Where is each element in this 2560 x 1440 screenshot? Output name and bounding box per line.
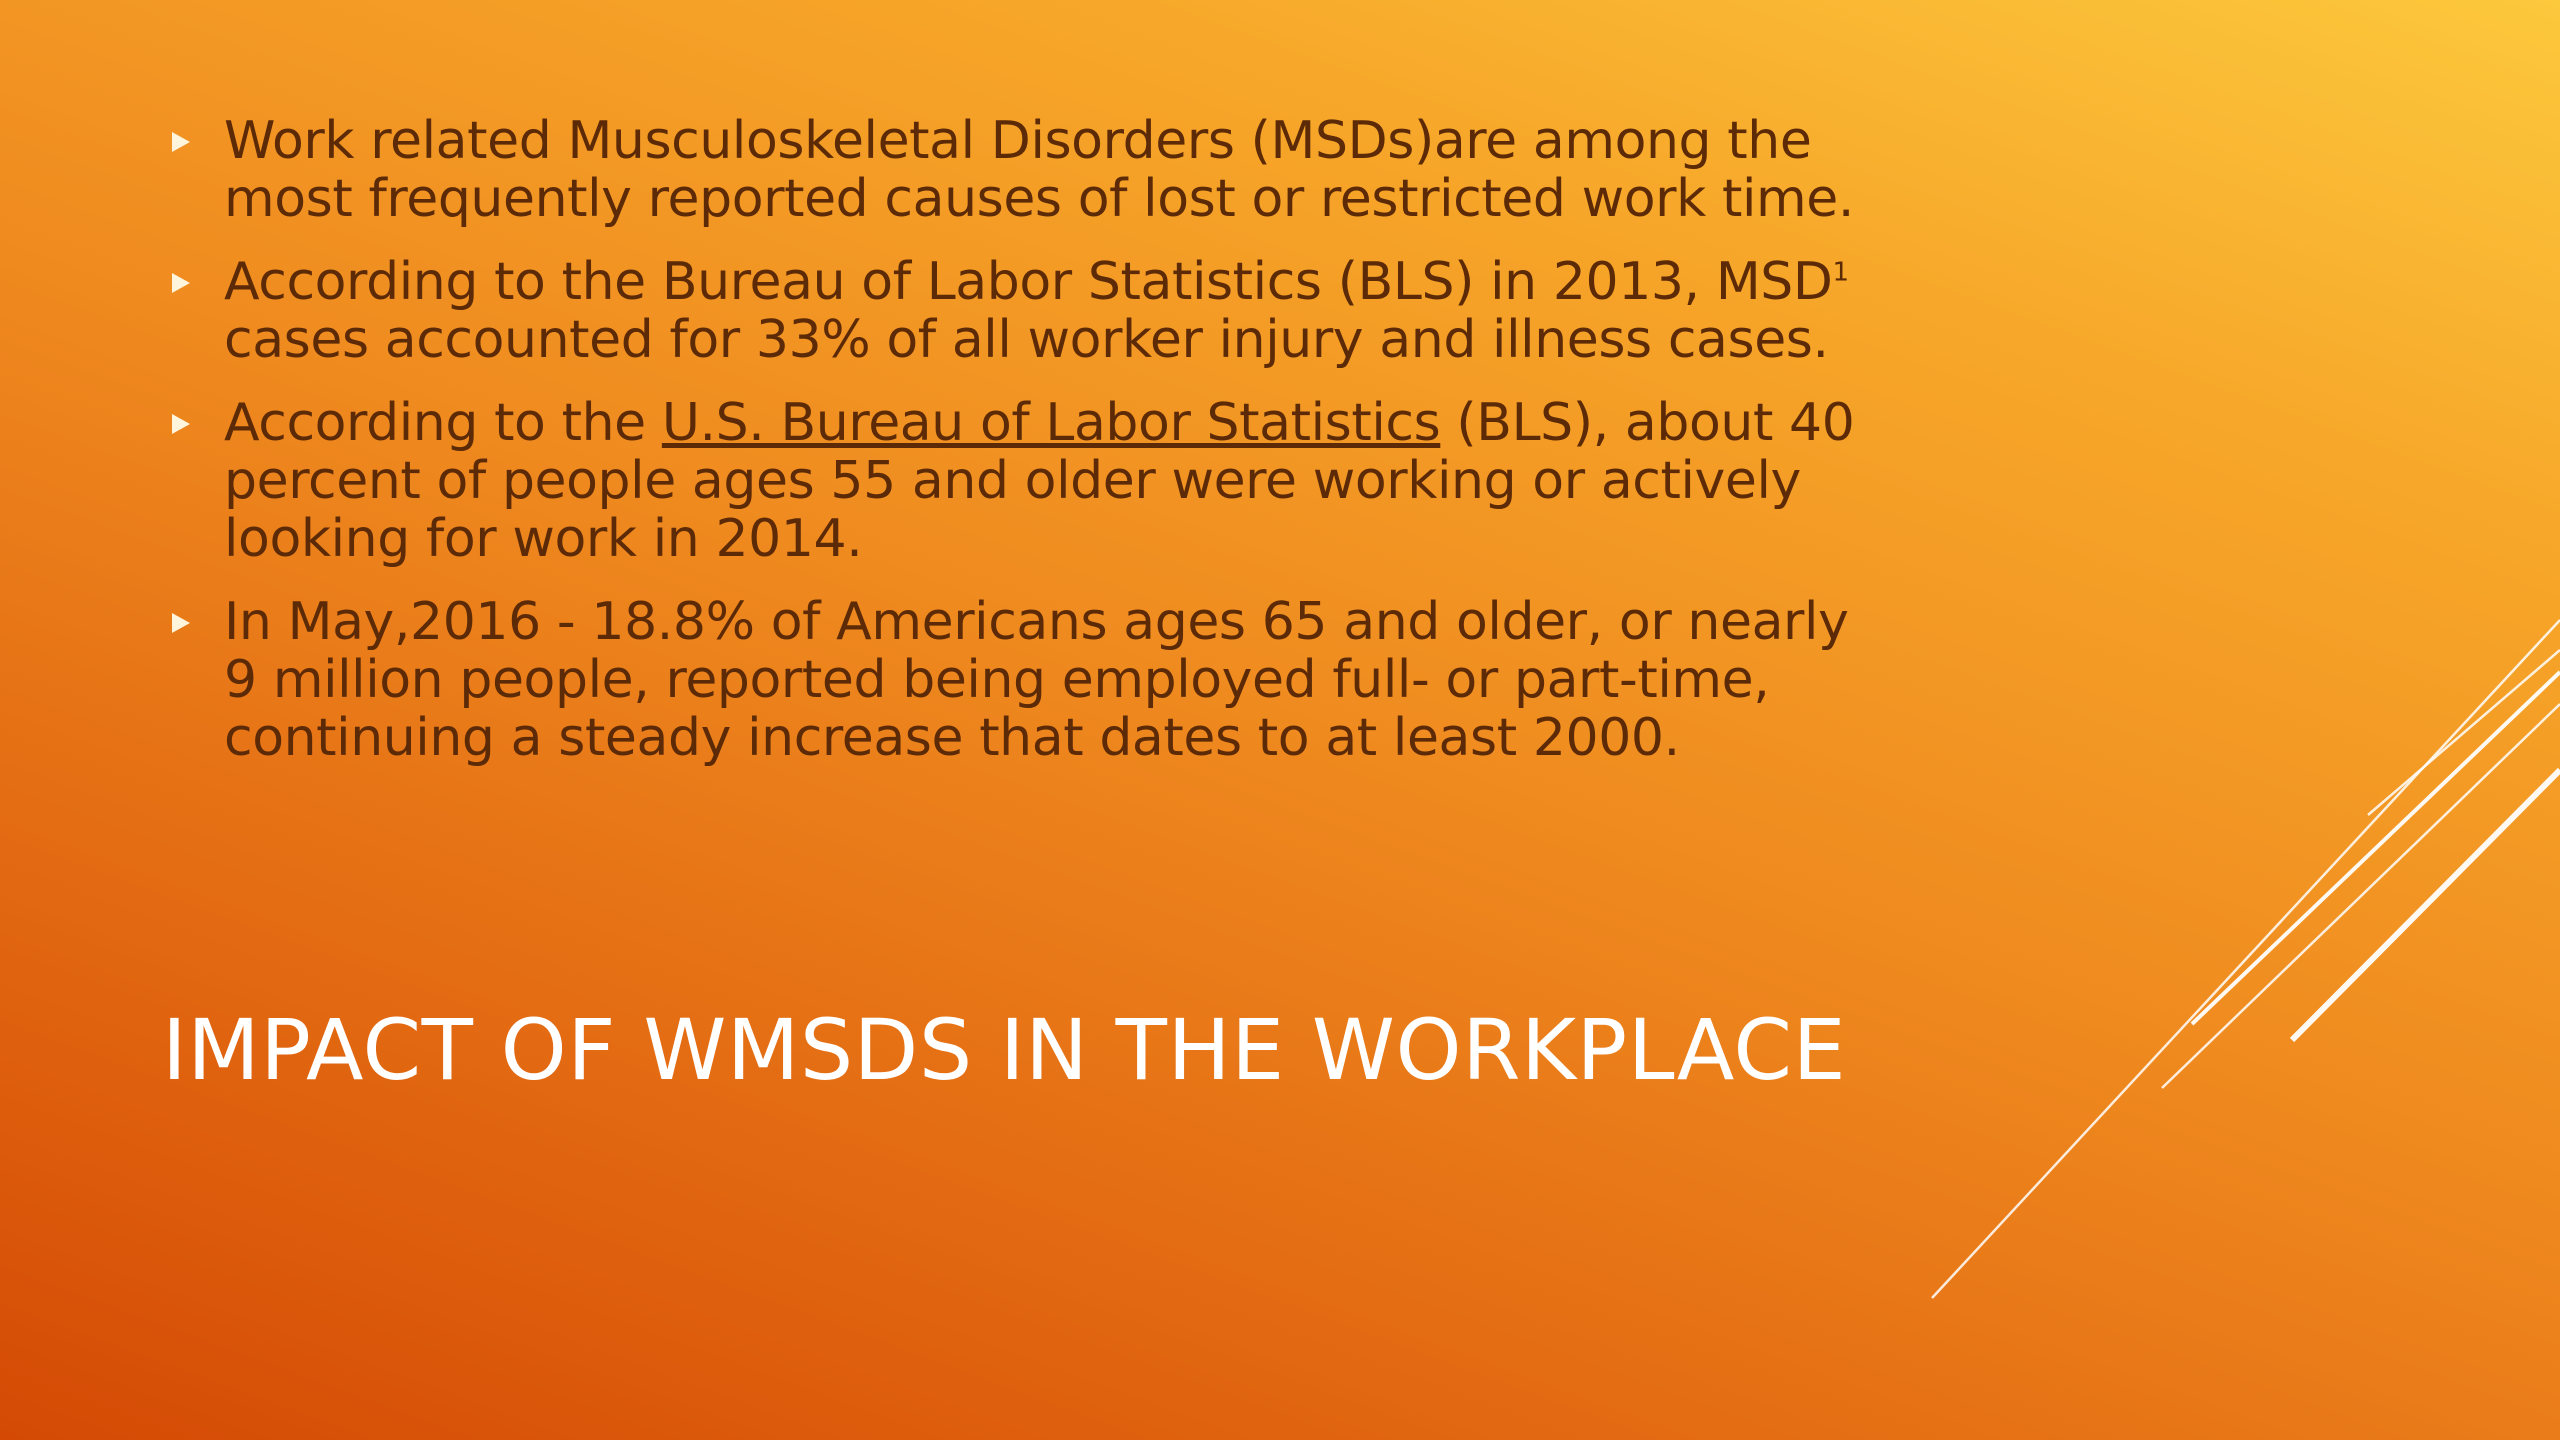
bullet-text-part: (BLS), about 40 percent of people ages 55 and older were working or actively looking for work in 2014. [224, 393, 1855, 569]
bullet-text-part: cases accounted for 33% of all worker injury and illness cases. [224, 310, 1829, 370]
bullet-text-part: According to the Bureau of Labor Statistics (BLS) in 2013, MSD [224, 252, 1833, 312]
decorative-line [1932, 620, 2560, 1298]
decorative-line [2162, 704, 2560, 1088]
footnote-superscript: 1 [1832, 257, 1849, 288]
bls-link[interactable]: U.S. Bureau of Labor Statistics [661, 393, 1441, 453]
bullet-text: In May,2016 - 18.8% of Americans ages 65 and older, or nearly 9 million people, reported being employed full- or part-time, continuing a steady increase that dates to at least 2000. [224, 592, 1849, 768]
slide-title: IMPACT OF WMSDS IN THE WORKPLACE [162, 1001, 1847, 1099]
bullet-text: Work related Musculoskeletal Disorders (MSDs)are among the most frequently reported causes of lost or restricted work time. [224, 111, 1854, 229]
decorative-line [2192, 672, 2560, 1024]
bullet-text-part: According to the [224, 393, 662, 453]
decorative-line [2292, 770, 2560, 1040]
